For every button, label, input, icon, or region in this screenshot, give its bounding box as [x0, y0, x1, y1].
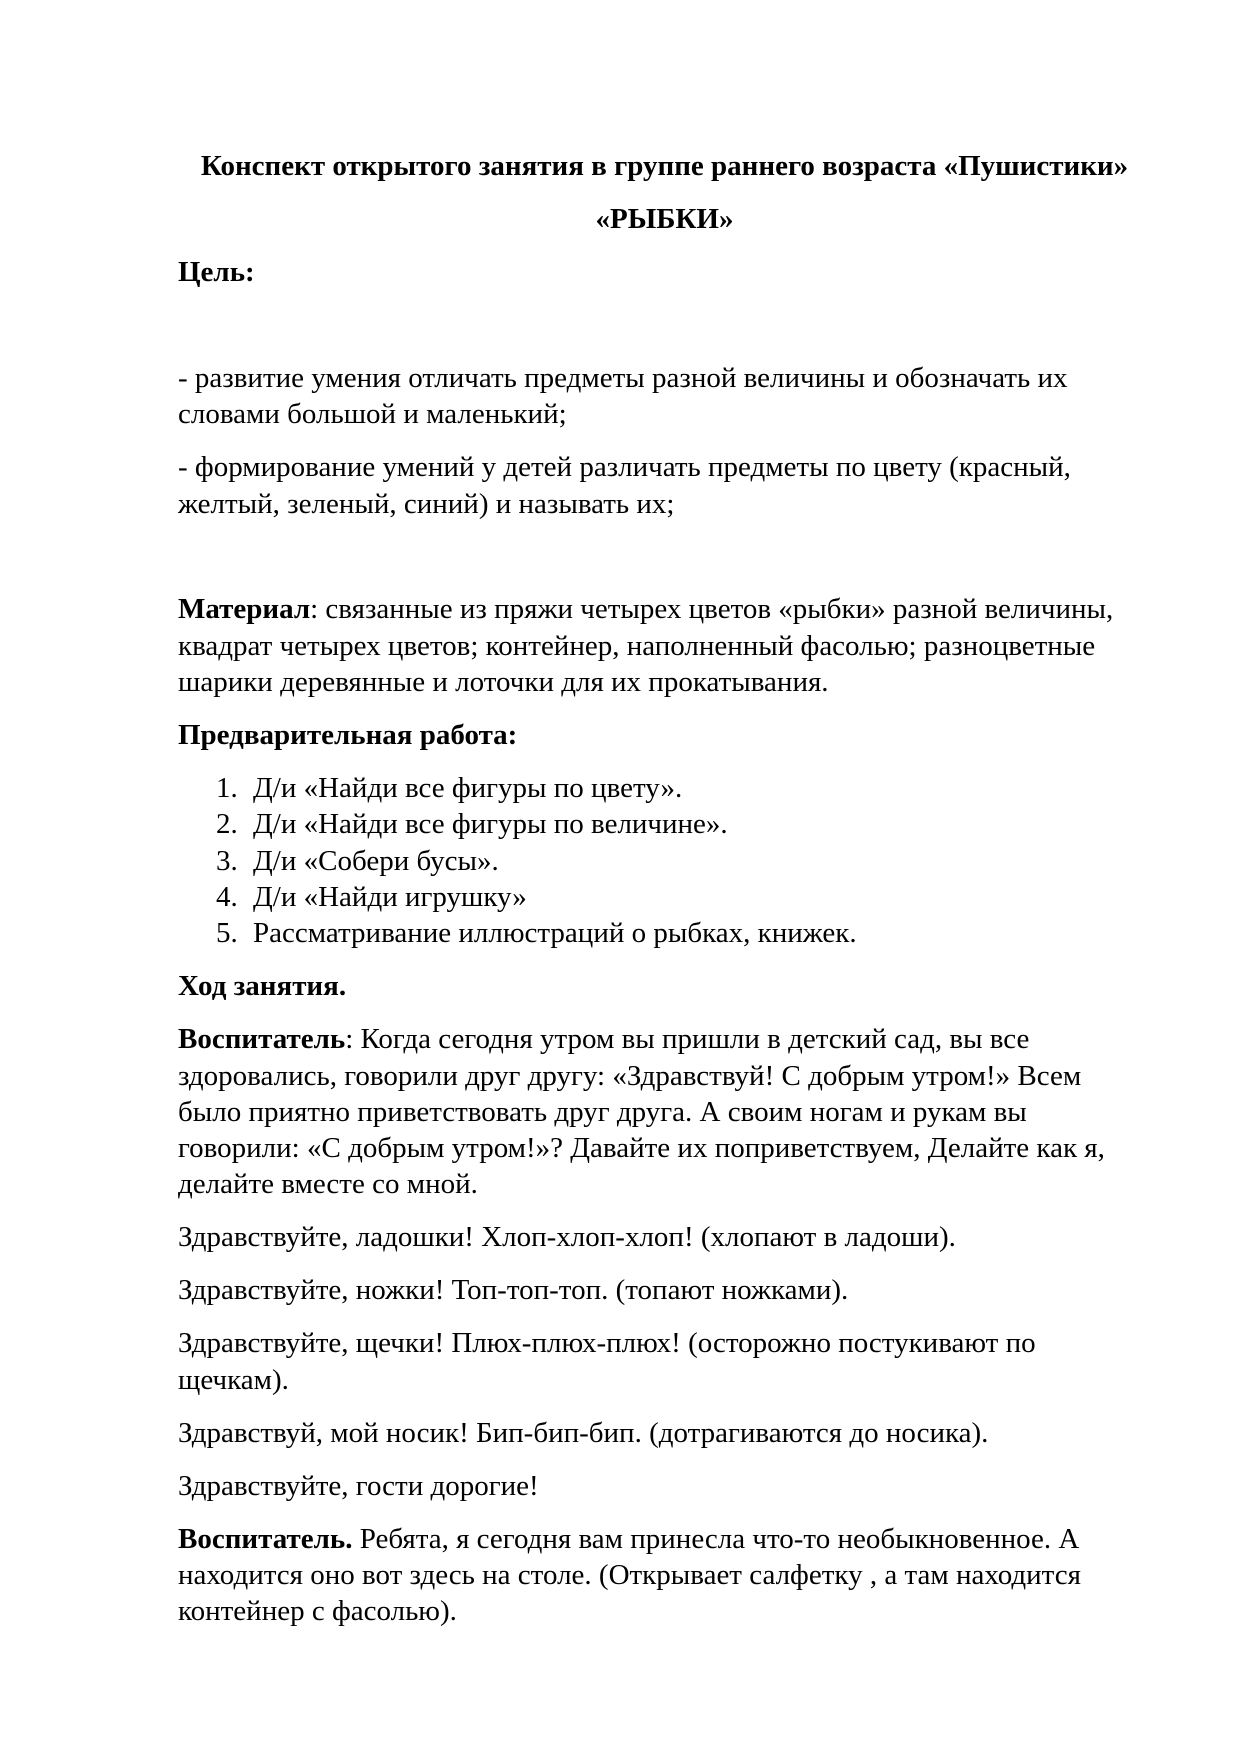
text-line: делайте вместе со мной. — [178, 1168, 478, 1201]
goal-heading: Цель: — [178, 255, 255, 288]
text-line: квадрат четырех цветов; контейнер, наполненный фасолью; разноцветные — [178, 629, 1096, 662]
goal-item — [178, 449, 1151, 522]
greeting-paragraph — [178, 1415, 1151, 1451]
list-item — [178, 915, 1151, 951]
greeting-paragraph — [178, 1272, 1151, 1308]
text-line: Здравствуй, мой носик! Бип-бип-бип. (дотрагиваются до носика). — [178, 1416, 989, 1449]
preliminary-work-heading: Предварительная работа: — [178, 719, 518, 752]
materials-label: Материал — [178, 593, 311, 626]
list-item — [178, 879, 1151, 915]
list-item-number: 3. — [216, 844, 238, 877]
list-item-number: 1. — [216, 772, 238, 805]
text-line: Здравствуйте, ладошки! Хлоп-хлоп-хлоп! (хлопают в ладоши). — [178, 1221, 956, 1254]
text-line: здоровались, говорили друг другу: «Здравствуй! С добрым утром!» Всем — [178, 1059, 1082, 1092]
text-line: щечкам). — [178, 1363, 289, 1396]
text-line: желтый, зеленый, синий) и называть их; — [178, 487, 675, 520]
text-line: было приятно приветствовать друг друга. А своим ногам и рукам вы — [178, 1095, 1027, 1128]
speech-text: : Когда сегодня утром вы пришли в детский сад, вы все — [345, 1023, 1030, 1056]
list-item-text: Д/и «Найди игрушку» — [253, 880, 527, 913]
text-line: говорили: «С добрым утром!»? Давайте их поприветствуем, Делайте как я, — [178, 1132, 1105, 1165]
text-line: контейнер с фасолью). — [178, 1595, 457, 1628]
document-title: Конспект открытого занятия в группе раннего возраста «Пушистики» — [200, 150, 1129, 182]
text-line: находится оно вот здесь на столе. (Открывает салфетку , а там находится — [178, 1558, 1081, 1591]
list-item-number: 5. — [216, 917, 238, 950]
speaker-label: Воспитатель — [178, 1023, 346, 1056]
text-line: шарики деревянные и лоточки для их прокатывания. — [178, 666, 829, 699]
goal-item — [178, 360, 1151, 433]
document-subtitle: «РЫБКИ» — [595, 202, 734, 235]
list-item — [178, 770, 1151, 806]
text-line: Здравствуйте, гости дорогие! — [178, 1469, 539, 1502]
materials-paragraph — [178, 591, 1151, 700]
materials-text: : связанные из пряжи четырех цветов «рыбки» разной величины, — [310, 593, 1114, 626]
list-item-number: 4. — [216, 880, 238, 913]
preliminary-work-list — [178, 770, 1151, 951]
greeting-paragraph — [178, 1325, 1151, 1398]
greeting-paragraph — [178, 1219, 1151, 1255]
text-line: Здравствуйте, ножки! Топ-топ-топ. (топают ножками). — [178, 1274, 849, 1307]
lesson-heading: Ход занятия. — [178, 970, 347, 1003]
greeting-paragraph — [178, 1468, 1151, 1504]
text-line — [178, 591, 1151, 627]
list-item-text: Рассматривание иллюстраций о рыбках, книжек. — [253, 917, 857, 950]
teacher-outro-paragraph — [178, 1521, 1151, 1630]
speech-text: Ребята, я сегодня вам принесла что-то необыкновенное. А — [352, 1522, 1080, 1555]
speaker-label: Воспитатель. — [178, 1522, 353, 1555]
teacher-intro-paragraph — [178, 1021, 1151, 1202]
empty-paragraph — [178, 307, 1151, 343]
text-line — [178, 1521, 1151, 1557]
empty-paragraph — [178, 539, 1151, 575]
text-line: - формирование умений у детей различать предметы по цвету (красный, — [178, 451, 1071, 484]
list-item — [178, 843, 1151, 879]
list-item-text: Д/и «Найди все фигуры по цвету». — [253, 772, 683, 805]
list-item-number: 2. — [216, 808, 238, 841]
text-line: Здравствуйте, щечки! Плюх-плюх-плюх! (осторожно постукивают по — [178, 1327, 1036, 1360]
list-item-text: Д/и «Найди все фигуры по величине». — [253, 808, 728, 841]
text-line — [178, 1021, 1151, 1057]
text-line: - развитие умения отличать предметы разной величины и обозначать их — [178, 361, 1068, 394]
text-line: словами большой и маленький; — [178, 398, 567, 431]
list-item — [178, 806, 1151, 842]
list-item-text: Д/и «Собери бусы». — [253, 844, 499, 877]
